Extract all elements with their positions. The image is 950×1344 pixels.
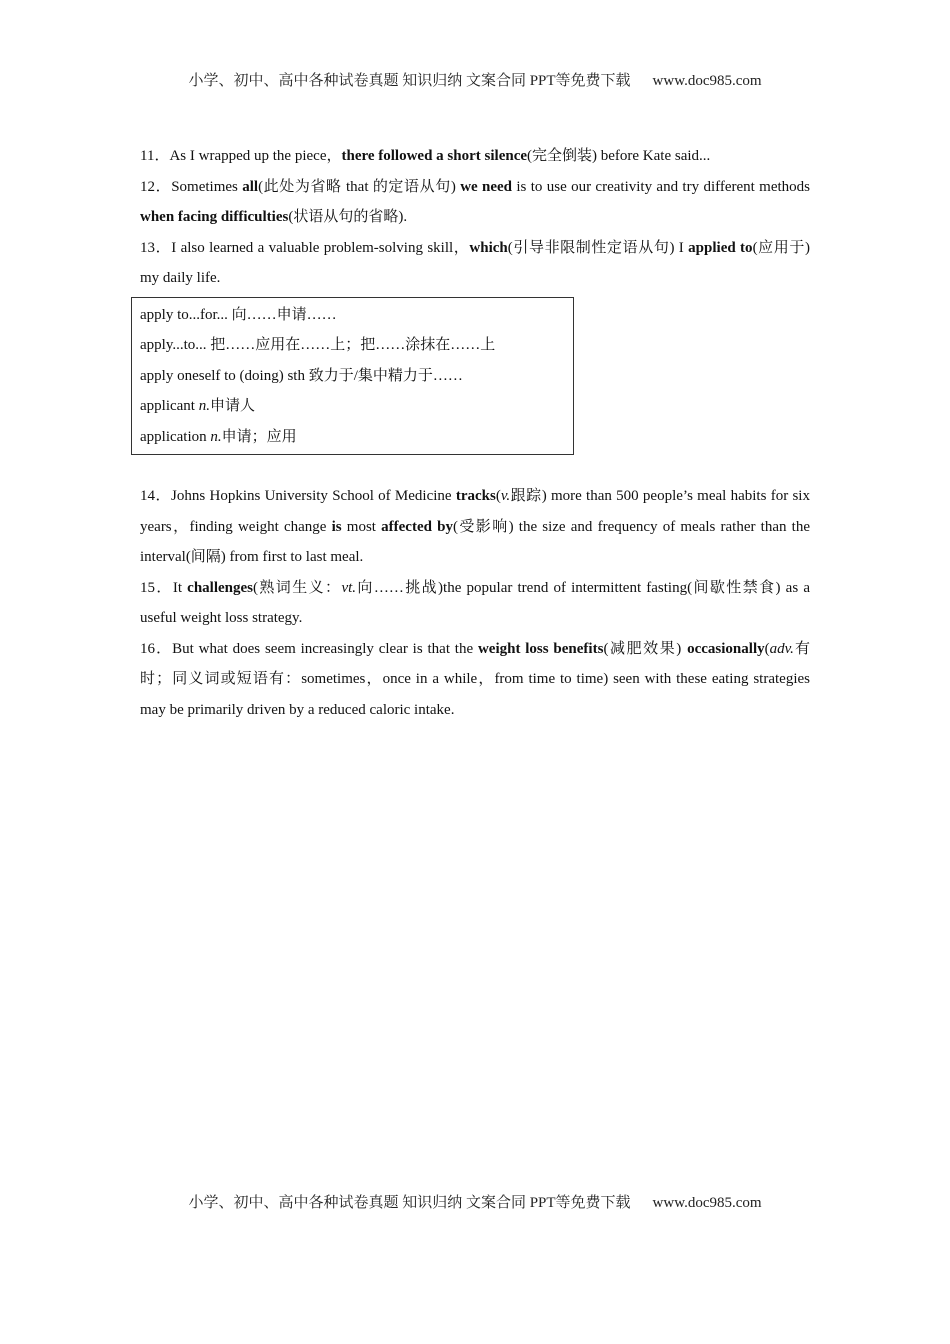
footer-text: 小学、初中、高中各种试卷真题 知识归纳 文案合同 PPT等免费下载	[188, 1195, 631, 1211]
item-number: 15．	[140, 579, 173, 596]
vocab-text: 申请；应用	[221, 428, 297, 445]
item-number: 16．	[140, 640, 173, 657]
item-number: 12．	[140, 178, 172, 195]
item-text: (	[495, 488, 501, 504]
item-text: Sometimes	[171, 178, 243, 195]
item-text: (此处为省略 that 的定语从句)	[258, 178, 461, 195]
bold-phrase: when facing difficulties	[140, 209, 289, 225]
header-text: 小学、初中、高中各种试卷真题 知识归纳 文案合同 PPT等免费下载	[188, 73, 631, 89]
page-footer	[0, 1191, 950, 1212]
vocab-text: application	[140, 428, 211, 445]
bold-phrase: there followed a short silence	[341, 148, 528, 164]
item-text: (受影响) the size and frequency of meals rather than the interval(间隔) from first to last meal.	[140, 518, 810, 565]
vocab-line	[140, 361, 573, 392]
vocab-text: apply to...for... 向……申请……	[140, 306, 337, 323]
vocab-box	[131, 297, 574, 456]
item-13	[140, 233, 810, 294]
item-text: 跟踪) more than 500 people’s meal habits for six years，finding weight change	[140, 488, 810, 535]
item-text: is to use our creativity and try different methods	[512, 178, 810, 195]
item-text: (完全倒装) before Kate said...	[527, 148, 711, 164]
bold-phrase: occasionally	[687, 640, 765, 657]
document-body	[140, 141, 810, 725]
bold-phrase: affected by	[381, 518, 453, 535]
part-of-speech: v.	[500, 488, 511, 504]
bold-phrase: tracks	[455, 488, 496, 504]
item-text: most	[341, 518, 382, 535]
part-of-speech: adv.	[769, 640, 794, 657]
item-text: But what does seem increasingly clear is that the	[172, 640, 478, 657]
item-text: (状语从句的省略).	[288, 209, 408, 225]
vocab-text: apply oneself to (doing) sth 致力于/集中精力于……	[140, 367, 463, 384]
vocab-line	[140, 330, 573, 361]
item-15	[140, 573, 810, 634]
item-11	[140, 141, 810, 172]
item-16	[140, 634, 810, 726]
item-text: As I wrapped up the piece，	[169, 148, 342, 164]
vocab-text: 申请人	[209, 398, 255, 414]
vocab-text: apply...to... 把……应用在……上；把……涂抹在……上	[140, 337, 496, 353]
bold-phrase: weight loss benefits	[477, 640, 604, 657]
item-14	[140, 481, 810, 573]
item-text: I also learned a valuable problem-solving skill，	[171, 239, 470, 256]
header-site: www.doc985.com	[652, 73, 762, 89]
item-number: 11．	[140, 148, 170, 164]
page-header	[0, 69, 950, 90]
bold-phrase: challenges	[187, 579, 253, 596]
vocab-text: applicant	[140, 398, 199, 414]
item-text: 有时；同义词或短语有：sometimes，once in a while，from time to time) seen with these eating strategies may be primarily driven by a reduced caloric intake.	[140, 640, 810, 718]
item-text: (引导非限制性定语从句) I	[507, 239, 689, 256]
item-12	[140, 172, 810, 233]
item-text: Johns Hopkins University School of Medicine	[171, 488, 456, 504]
item-text: (应用于) my daily life.	[140, 239, 810, 286]
vocab-line	[140, 300, 573, 331]
item-number: 14．	[140, 488, 172, 504]
bold-phrase: applied to	[688, 239, 753, 256]
item-text: 向……挑战)the popular trend of intermittent fasting(间歇性禁食) as a useful weight loss strategy.	[140, 579, 810, 626]
item-text: (	[764, 640, 770, 657]
vocab-line	[140, 391, 573, 422]
footer-site: www.doc985.com	[652, 1195, 762, 1211]
bold-phrase: all	[242, 178, 259, 195]
part-of-speech: n.	[198, 398, 210, 414]
bold-phrase: which	[469, 239, 508, 256]
bold-phrase: is	[331, 518, 342, 535]
part-of-speech: vt.	[341, 579, 357, 596]
item-number: 13．	[140, 239, 172, 256]
item-text: It	[172, 579, 188, 596]
part-of-speech: n.	[210, 428, 222, 445]
item-text: (熟词生义：	[253, 579, 342, 596]
bold-phrase: we need	[460, 178, 513, 195]
item-text: (减肥效果)	[603, 640, 688, 657]
vocab-line	[140, 422, 573, 453]
